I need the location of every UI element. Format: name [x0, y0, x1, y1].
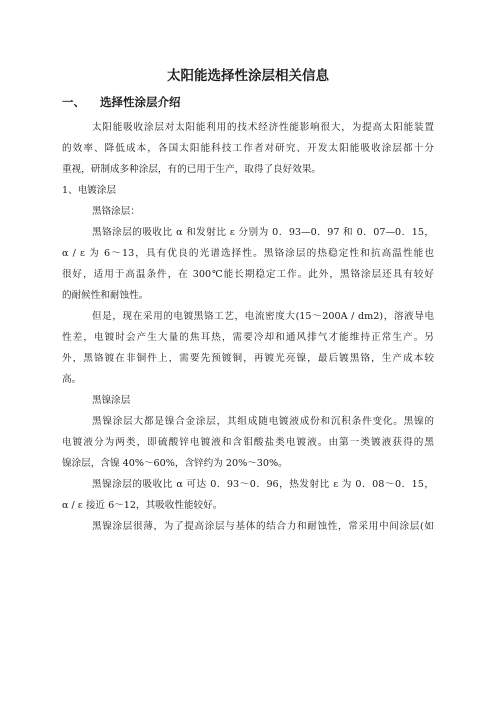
section-heading-text: 选择性涂层介绍 — [100, 95, 181, 109]
text-line: 但是，现在采用的电镀黑铬工艺，电流密度大(15～200A / dm2)，溶液导电 — [92, 311, 434, 322]
body-text — [62, 117, 434, 537]
text-line: 黑镍涂层很薄，为了提高涂层与基体的结合力和耐蚀性，常采用中间涂层(如 — [92, 521, 434, 532]
text-line: 的耐候性和耐蚀性。 — [62, 290, 149, 301]
subsection-heading: 1、电镀涂层 — [62, 185, 117, 196]
text-line: 电镀液分为两类，即硫酸锌电镀液和含钼酸盐类电镀液。由第一类镀液获得的黑 — [62, 437, 434, 448]
text-line: 很好，适用于高温条件，在 300℃能长期稳定工作。此外，黑铬涂层还具有较好 — [62, 269, 434, 280]
text-line: 高。 — [62, 374, 82, 385]
subsection-label: 黑铬涂层： — [92, 206, 140, 217]
subsection-label: 黑镍涂层 — [92, 395, 131, 406]
text-line: α / ε 为 6～13，具有优良的光谱选择性。黑铬涂层的热稳定性和抗高温性能也 — [62, 248, 434, 259]
text-line: 性差，电镀时会产生大量的焦耳热，需要冷却和通风排气才能维持正常生产。另 — [62, 332, 434, 343]
text-line: 的效率、降低成本，各国太阳能科技工作者对研究、开发太阳能吸收涂层都十分 — [62, 143, 434, 154]
section-number: 一、 — [62, 95, 85, 109]
text-line: 外，黑铬镀在非铜件上，需要先预镀铜，再镀光亮镍，最后镀黑铬，生产成本较 — [62, 353, 434, 364]
text-line: α / ε 接近 6～12，其吸收性能较好。 — [62, 500, 223, 511]
text-line: 重视，研制成多种涂层，有的已用于生产，取得了良好效果。 — [62, 164, 322, 175]
document-title: 太阳能选择性涂层相关信息 — [167, 68, 329, 84]
text-line: 黑镍涂层的吸收比 α 可达 0．93～0．96，热发射比 ε 为 0．08～0．15， — [92, 479, 434, 490]
text-line: 黑铬涂层的吸收比 α 和发射比 ε 分别为 0．93—0．97 和 0．07—0．15， — [92, 227, 434, 238]
text-line: 太阳能吸收涂层对太阳能利用的技术经济性能影响很大，为提高太阳能装置 — [92, 122, 434, 133]
text-line: 黑镍涂层大都是镍合金涂层，其组成随电镀液成份和沉积条件变化。黑镍的 — [92, 416, 434, 427]
text-line: 镍涂层，含镍 40%～60%，含锌约为 20%～30%。 — [62, 458, 288, 469]
section-heading — [62, 94, 181, 110]
